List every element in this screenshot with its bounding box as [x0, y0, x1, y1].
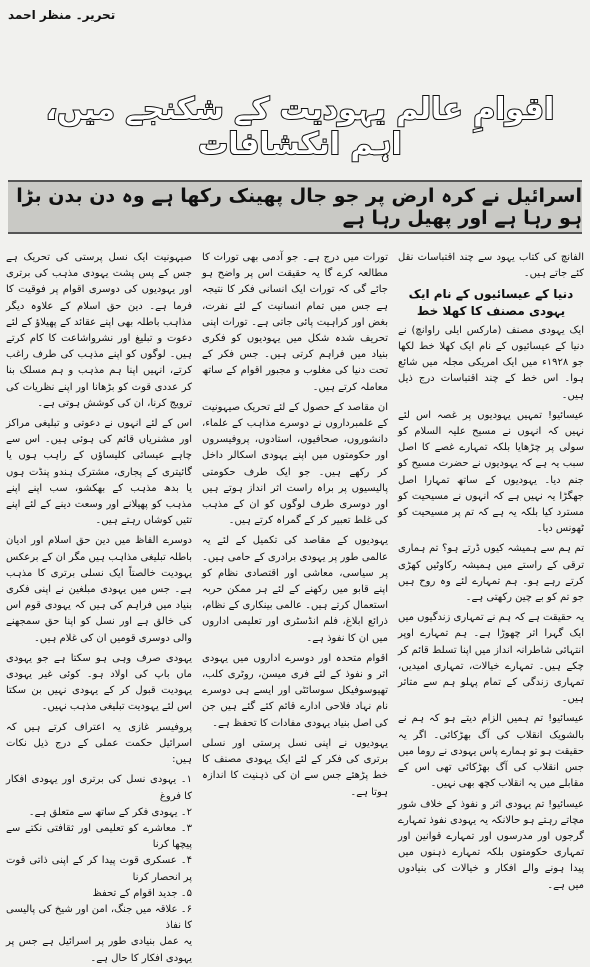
paragraph: ان مقاصد کے حصول کے لئے تحریک صیہونیت کے علمبرداروں نے دوسرے مذاہب کے علماء، دانشوروں، صحافیوں، استادوں، پروفیسروں اور حکومتوں میں اپنے یہودی اسکالر داخل کر رکھے ہیں۔ جو ایک طرف حکومتی پالیسیوں پر براہ راست اثر انداز ہوتے ہیں اور دوسری طرف لوگوں کو ان کے مذہب کی غلط تعبیر کر کے گمراہ کرتے ہیں۔ — [202, 401, 388, 527]
paragraph: ایک یہودی مصنف (مارکس ایلی راوانچ) نے دنیا کے عیسائیوں کے نام ایک کھلا خط لکھا جو ۱۹۲۸ء میں ایک امریکی مجلہ میں شائع ہوا۔ اس خط کے چند اقتباسات درج ذیل ہیں۔ — [398, 324, 584, 401]
paragraph: یہ حقیقت ہے کہ ہم نے تمہاری زندگیوں میں ایک گہرا اثر چھوڑا ہے۔ ہم تمہارے اوپر انتہائی شاطرانہ انداز میں اپنا تسلط قائم کر چکے ہیں۔ تمہارے خیالات، تمہاری امیدیں، تمہاری زندگی کے تمام پہلو ہم سے متاثر ہیں۔ — [398, 612, 584, 705]
paragraph: یہودی صرف وہی ہو سکتا ہے جو یہودی ماں باپ کی اولاد ہو۔ کوئی غیر یہودی یہودیت قبول کر کے یہودی نہیں بن سکتا اس لئے یہودیت تبلیغی مذہب نہیں۔ — [6, 652, 192, 713]
points-list — [6, 772, 192, 934]
paragraph: عیسائیو! تم ہمیں الزام دیتے ہو کہ ہم نے بالشویک انقلاب کی آگ بھڑکائی۔ اگر یہ حقیقت ہو تو ہمارے پاس یہودی نے روما میں جس انقلاب کی آگ بھڑکائی تھی اس کے مقابلے میں یہ انقلاب کچھ بھی نہیں۔ — [398, 713, 584, 790]
list-item: ۲۔ یہودی فکر کے ساتھ سے متعلق ہے۔ — [28, 806, 192, 818]
paragraph: عیسائیو! تمہیں یہودیوں پر غصہ اس لئے نہیں کہ انہوں نے مسیح علیہ السلام کو سولی پر چڑھایا بلکہ تمہارے غصے کا اصل سبب یہ ہے کہ یہودیوں نے حضرت مسیح کو جنم دیا۔ یہودیوں کے ساتھ تمہارا اصل جھگڑا یہ نہیں ہے کہ انہوں نے مسیحیت کو مسترد کیا بلکہ یہ ہے کہ تم پر مسیحیت کو ٹھونس دیا۔ — [398, 409, 584, 535]
paragraph: یہودیوں کے مقاصد کی تکمیل کے لئے یہ عالمی طور پر یہودی برادری کے حامی ہیں۔ پر سیاسی، معاشی اور اقتصادی نظام کو اپنے قابو میں رکھنے کے لئے ہر ممکن حربہ استعمال کرتے ہیں۔ عالمی بینکاری کے نظام، ذرائع ابلاغ، فلم انڈسٹری اور تعلیمی اداروں میں ان کا نفوذ ہے۔ — [202, 535, 388, 644]
list-item: ۶۔ علاقہ میں جنگ، امن اور شیخ کی پالیسی کا نفاذ — [6, 903, 192, 932]
paragraph: اقوام متحدہ اور دوسرے اداروں میں یہودی اثر و نفوذ کے لئے فری میسن، روٹری کلب، تھیوسوفیکل سوسائٹی اور ایسے ہی دوسرے نام نہاد فلاحی ادارے قائم کئے گئے ہیں جن کی اصل بنیاد یہودی مفادات کا تحفظ ہے۔ — [202, 652, 388, 729]
subheading: دنیا کے عیسائیوں کے نام ایک یہودی مصنف کا کھلا خط — [408, 287, 574, 318]
list-item: ۳۔ معاشرے کو تعلیمی اور ثقافتی نکتے سے پیچھا کرنا — [6, 822, 192, 851]
headline: اقوامِ عالم یہودیت کے شکنجے میں، اہم انکشافات — [45, 92, 555, 162]
list-item: ۵۔ جدید اقوام کے تحفظ — [92, 887, 192, 899]
paragraph: تورات میں درج ہے۔ جو آدمی بھی تورات کا مطالعہ کرے گا یہ حقیقت اس پر واضح ہو جائے گی کہ تورات ایک انسانی فکر کا نتیجہ ہے جس میں تمام انسانیت کے لئے نفرت، بغض اور کراہیت پائی جاتی ہے۔ تورات اپنی تحریف شدہ شکل میں یہودیوں کو فکری بنیاد میں فراہم کرتی ہیں۔ جس فکر کے تحت دنیا کی مغلوب و مجبور اقوام کے ساتھ معاملہ کرتے ہیں۔ — [202, 252, 388, 393]
deck-banner — [8, 180, 582, 234]
paragraph: تم ہم سے ہمیشہ کیوں ڈرتے ہو؟ تم ہماری ترقی کے راستے میں ہمیشہ رکاوٹیں کھڑی کرتے رہے ہو۔ ہم تمہارے لئے وہ روح ہیں جو تم کو بے چین رکھتی ہے۔ — [398, 543, 584, 604]
paragraph: اس کے لئے انہوں نے دعوتی و تبلیغی مراکز اور مشنریاں قائم کی ہوئی ہیں۔ اس سے چاہے عیسائی کلیساؤں کے راہب ہوں یا گائیتری کے پجاری، مشترک ہندو پنڈت ہوں یا بدھ مذہب کے بھکشو، سب اپنے اپنے مذہب کو پھیلانے اور وسعت دینے کے لئے اپنے تئیں کوشاں رہتے ہیں۔ — [6, 418, 192, 527]
column-right — [6, 250, 192, 964]
paragraph: عیسائیو! تم یہودی اثر و نفوذ کے خلاف شور مچاتے رہتے ہو حالانکہ یہ یہودی نفوذ تمہارے گرجوں اور مدرسوں اور تمہارے قوانین اور تمہاری حکومتوں بلکہ تمہارے ذہنوں میں پیدا ہونے والے افکار و خیالات کی بنیادوں میں ہے۔ — [398, 798, 584, 891]
paragraph: الفانچ کی کتاب یہود سے چند اقتباسات نقل کئے جاتے ہیں۔ — [398, 252, 584, 280]
list-item: ۴۔ عسکری قوت پیدا کر کے اپنی ذاتی قوت پر انحصار کرنا — [6, 855, 192, 883]
column-center — [202, 250, 388, 850]
column-left — [398, 250, 584, 891]
paragraph: دوسرے الفاظ میں دین حق اسلام اور ادیان باطلہ تبلیغی مذاہب ہیں مگر ان کے برعکس یہودیت خالصتاً ایک نسلی برتری کا مذہب ہے۔ جس میں یہودی مبلغین نے اپنی فکری بنیاد میں فراہم کی ہیں کہ یہودی قوم اس کی خالق ہے اور نسل کو اپنا حق سمجھنے والی دوسری قومیں ان کی غلام ہیں۔ — [6, 535, 192, 644]
paragraph: یہ عمل بنیادی طور پر اسرائیل ہے جس پر یہودی افکار کا حال ہے۔ — [6, 936, 192, 964]
paragraph: پروفیسر غازی یہ اعتراف کرتے ہیں کہ اسرائیل حکمت عملی کے درج ذیل نکات ہیں: — [6, 721, 192, 766]
article-body — [6, 250, 584, 964]
paragraph: صیہونیت ایک نسل پرستی کی تحریک ہے جس کے پس پشت یہودی مذہب کی برتری اور یہودیوں کی دوسری اقوام پر فوقیت کا فرما ہے۔ دین حق اسلام کے علاوہ دیگر مذاہب باطلہ بھی اپنے عقائد کے پھیلاؤ کے لئے دعوت و تبلیغ اور نشرواشاعت کا کام کرتے ہیں۔ لوگوں کو اپنے مذہب کی طرف راغب کرتے، انہیں اپنا ہم مذہب و ہم مسلک بنا کر عددی قوت کو بڑھانا اور اپنے نظریات کی ترویج کرنا، ان کی کوشش ہوتی ہے۔ — [6, 252, 192, 409]
byline: تحریر۔ منظر احمد — [8, 8, 116, 22]
deck-text: اسرائیل نے کرہ ارض پر جو جال پھینک رکھا ہے وہ دن بدن بڑا ہو رہا ہے اور پھیل رہا ہے — [16, 185, 582, 229]
list-item: ۱۔ یہودی نسل کی برتری اور یہودی افکار کا فروغ — [6, 774, 192, 802]
paragraph: یہودیوں نے اپنی نسل پرستی اور نسلی برتری کی فکر کے لئے ایک یہودی مصنف کا خط پڑھئے جس سے ان کی ذہنیت کا اندازہ ہوتا ہے۔ — [202, 737, 388, 798]
